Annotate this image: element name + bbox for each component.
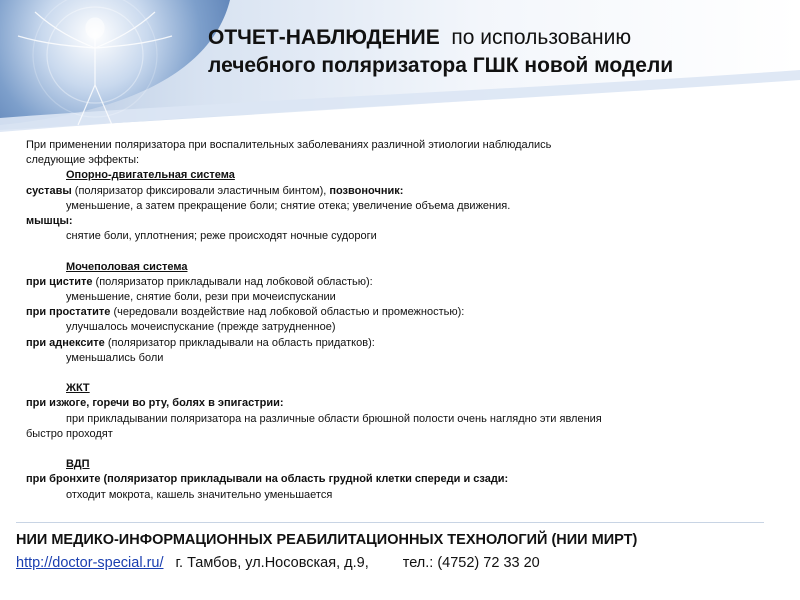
joints-label: суставы [26,184,72,197]
spacer [26,442,778,457]
prostatitis-label: при простатите [26,306,111,319]
spine-label: позвоночник: [329,184,404,197]
muscles-label: мышцы: [26,215,73,228]
footer-divider [16,522,764,523]
title-rest: по использованию [451,26,632,49]
joints-line [26,184,778,199]
adnexitis-effect: уменьшались боли [66,351,164,364]
adnexitis-note: (поляризатор прикладывали на область придатков): [104,336,375,349]
footer [16,532,796,571]
section-urogenital: Мочеполовая система [66,260,188,273]
section-vdp: ВДП [66,458,90,471]
joints-effect: уменьшение, а затем прекращение боли; снятие отека; увеличение объема движения. [66,199,511,212]
cystitis-line [26,275,778,290]
cystitis-effect: уменьшение, снятие боли, рези при мочеиспускании [66,291,336,304]
address: г. Тамбов, ул.Носовская, д.9, [175,555,369,571]
prostatitis-note: (чередовали воздействие над лобковой областью и промежностью): [110,306,465,319]
git-effect: при прикладывании поляризатора на различные области брюшной полости очень наглядно эти явления [66,412,602,425]
contacts [16,555,796,571]
muscles-effect: снятие боли, уплотнения; реже происходят ночные судороги [66,230,377,243]
title-line-1 [208,24,793,52]
cystitis-note: (поляризатор прикладывали над лобковой областью): [92,275,373,288]
phone: тел.: (4752) 72 33 20 [402,555,540,571]
adnexitis-label: при аднексите [26,336,105,349]
page-title [208,24,793,80]
report-body [26,138,778,503]
adnexitis-line [26,336,778,351]
prostatitis-effect: улучшалось мочеиспускание (прежде затрудненное) [66,321,336,334]
cystitis-label: при цистите [26,275,93,288]
section-git: ЖКТ [66,382,90,395]
organization-name: НИИ МЕДИКО-ИНФОРМАЦИОННЫХ РЕАБИЛИТАЦИОННЫХ ТЕХНОЛОГИЙ (НИИ МИРТ) [16,532,638,548]
spacer [26,244,778,259]
website-link[interactable]: http://doctor-special.ru/ [16,555,164,571]
title-line-2: лечебного поляризатора ГШК новой модели [208,54,674,77]
spacer [26,366,778,381]
git-label: при изжоге, горечи во рту, болях в эпигастрии: [26,397,284,410]
git-effect-2: быстро проходят [26,427,113,440]
vdp-effect: отходит мокрота, кашель значительно уменьшается [66,488,333,501]
intro-text: При применении поляризатора при воспалительных заболеваниях различной этиологии наблюдались [26,139,552,151]
title-bold: ОТЧЕТ-НАБЛЮДЕНИЕ [208,26,440,49]
vdp-label: при бронхите (поляризатор прикладывали на область грудной клетки спереди и сзади: [26,473,509,486]
section-musculoskeletal: Опорно-двигательная система [66,169,235,182]
intro-text-2: следующие эффекты: [26,154,140,167]
prostatitis-line [26,305,778,320]
joints-note: (поляризатор фиксировали эластичным бинтом), [71,184,330,197]
